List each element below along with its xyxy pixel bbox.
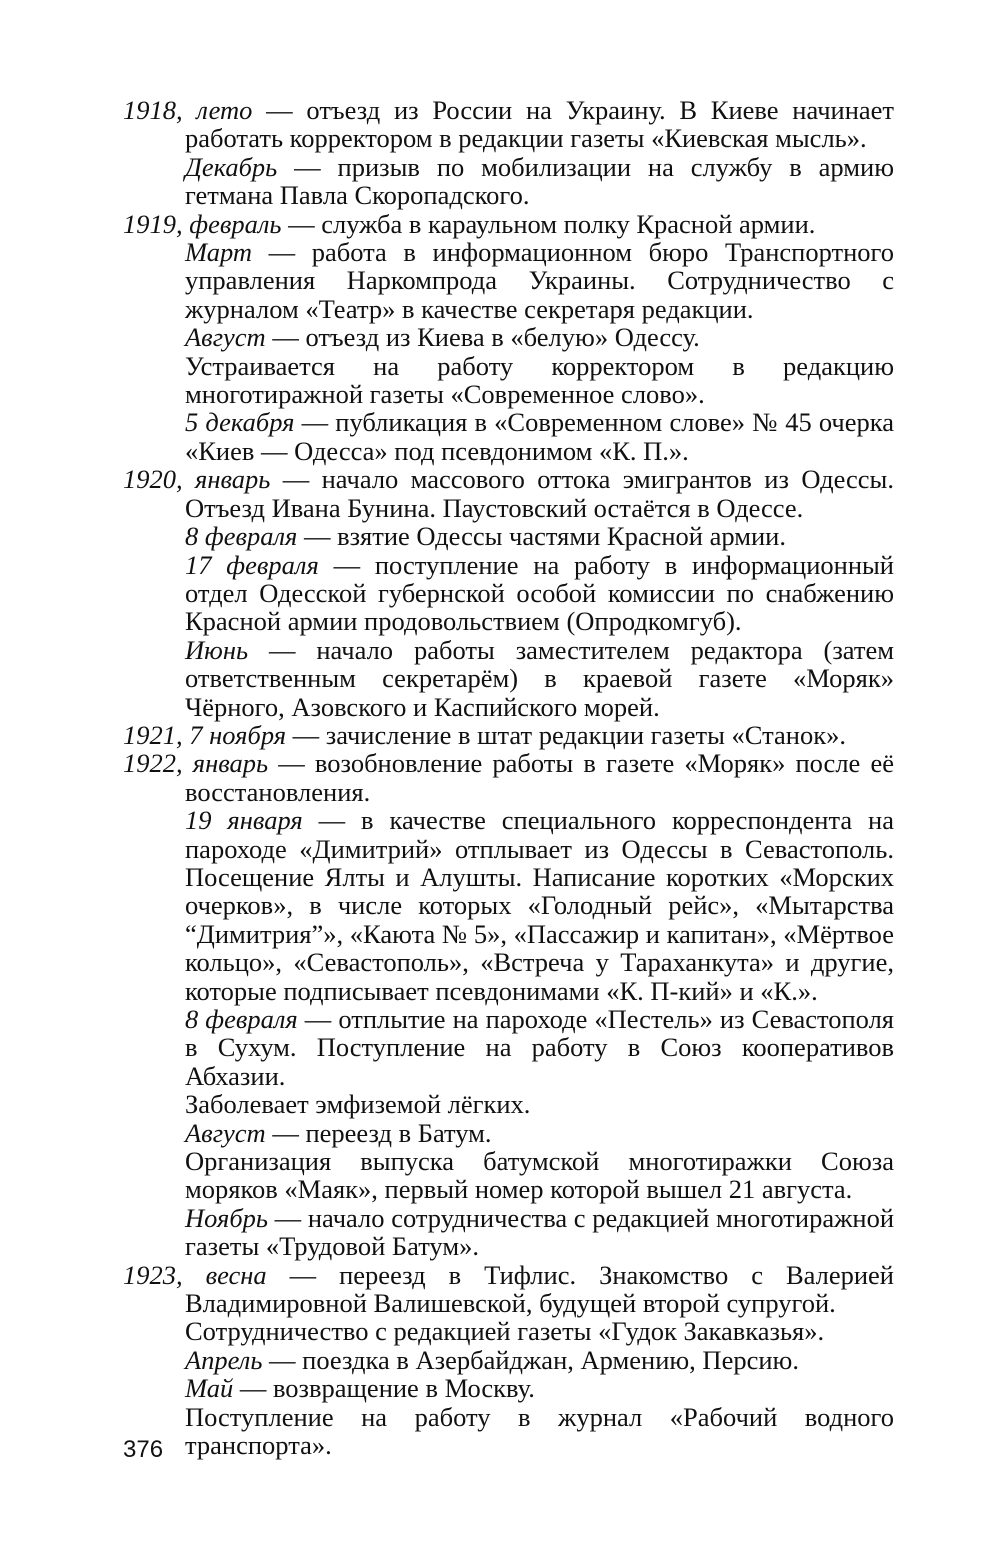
entry xyxy=(185,1119,894,1147)
entry-date: Декабрь xyxy=(185,151,278,182)
entry-text: — работа в информационном бюро Транспортного управления Наркомпрода Украины. Сотрудничество с журналом «Театр» в качестве секретаря редакции. xyxy=(185,237,894,324)
entry xyxy=(123,721,894,749)
entry xyxy=(185,1005,894,1090)
entry-text: — призыв по мобилизации на службу в армию гетмана Павла Скоропадского. xyxy=(185,151,894,211)
entry xyxy=(185,1090,894,1118)
entry xyxy=(185,551,894,636)
page-number: 376 xyxy=(123,1436,164,1463)
entry-text: — начало массового оттока эмигрантов из Одессы. Отъезд Ивана Бунина. Паустовский остаётся в Одессе. xyxy=(185,464,894,523)
entry-date: 1920, январь xyxy=(123,464,271,495)
entry-text: Устраивается на работу корректором в редакцию многотиражной газеты «Современное слово». xyxy=(185,350,894,410)
entry-text: Заболевает эмфиземой лёгких. xyxy=(185,1089,531,1120)
entry xyxy=(185,1374,894,1402)
entry-date: 5 декабря xyxy=(185,407,295,438)
entry xyxy=(123,210,894,238)
entry xyxy=(123,749,894,806)
entry xyxy=(185,1317,894,1345)
entry-date: Август xyxy=(185,1117,266,1148)
entry-text: — отплытие на пароходе «Пестель» из Севастополя в Сухум. Поступление на работу в Союз кооперативов Абхазии. xyxy=(185,1004,895,1091)
entry-date: 1921, 7 ноября xyxy=(123,719,287,750)
entry-date: Апрель xyxy=(185,1344,263,1375)
entry-date: Май xyxy=(185,1373,234,1404)
entry-text: Поступление на работу в журнал «Рабочий водного транспорта». xyxy=(185,1401,894,1461)
entry-date: 1923, весна xyxy=(123,1259,267,1290)
entry-text: — переезд в Тифлис. Знакомство с Валерией Владимировной Валишевской, будущей второй супругой. xyxy=(185,1259,894,1319)
entry-text: — зачисление в штат редакции газеты «Станок». xyxy=(286,719,846,750)
entry xyxy=(123,96,894,153)
entry xyxy=(185,153,894,210)
entry-text: — отъезд из России на Украину. В Киеве начинает работать корректором в редакции газеты «Киевская мысль». xyxy=(185,95,894,154)
entry-date: 8 февраля xyxy=(185,521,298,552)
entry xyxy=(185,1346,894,1374)
chronology-text xyxy=(123,96,894,1460)
entry xyxy=(185,636,894,721)
entry-text: — поступление на работу в информационный отдел Одесской губернской особой комиссии по снабжению Красной армии продовольствием (Опродкомгуб). xyxy=(185,549,894,637)
entry xyxy=(185,1147,894,1204)
entry xyxy=(185,323,894,351)
entry-date: 8 февраля xyxy=(185,1004,298,1034)
entry-text: — служба в караульном полку Красной армии. xyxy=(281,208,816,239)
entry-text: — начало сотрудничества с редакцией многотиражной газеты «Трудовой Батум». xyxy=(185,1202,894,1262)
entry-text: — начало работы заместителем редактора (затем ответственным секретарём) в краевой газете «Моряк» Чёрного, Азовского и Каспийского морей. xyxy=(185,634,894,722)
entry-date: 1919, февраль xyxy=(123,208,282,239)
entry xyxy=(185,352,894,409)
entry-text: — возобновление работы в газете «Моряк» после её восстановления. xyxy=(185,748,894,807)
entry xyxy=(185,522,894,550)
entry-date: 1922, январь xyxy=(123,748,269,779)
entry xyxy=(185,806,894,1005)
entry-text: — отъезд из Киева в «белую» Одессу. xyxy=(265,322,700,353)
entry xyxy=(185,1403,894,1460)
entry-text: Организация выпуска батумской многотиражки Союза моряков «Маяк», первый номер которой вышел 21 августа. xyxy=(185,1146,894,1205)
entry-text: — в качестве специального корреспондента на пароходе «Димитрий» отплывает из Одессы в Севастополь. Посещение Ялты и Алушты. Написание коротких «Морских очерков», в числе которых «Голодный рейс», «Мытарства “Димитрия”», «Каюта № 5», «Пассажир и капитан», «Мёртвое кольцо», «Севастополь», «Встреча у Тараханкута» и другие, которые подписывает псевдонимами «К. П-кий» и «К.». xyxy=(185,805,894,1006)
entry xyxy=(185,1204,894,1261)
entry-date: 1918, лето xyxy=(123,95,253,125)
entry-text: — публикация в «Современном слове» № 45 очерка «Киев — Одесса» под псевдонимом «К. П.». xyxy=(185,407,894,466)
entry-text: — поездка в Азербайджан, Армению, Персию. xyxy=(262,1344,799,1375)
entry xyxy=(123,465,894,522)
entry-date: 17 февраля xyxy=(185,549,319,580)
entry-date: Август xyxy=(185,322,266,353)
entry-text: — взятие Одессы частями Красной армии. xyxy=(297,521,786,552)
entry-text: Сотрудничество с редакцией газеты «Гудок Закавказья». xyxy=(185,1316,825,1347)
entry-date: Ноябрь xyxy=(185,1202,268,1233)
entry-text: — переезд в Батум. xyxy=(265,1117,492,1148)
entry-date: Март xyxy=(185,237,252,268)
entry xyxy=(123,1261,894,1318)
entry xyxy=(185,408,894,465)
entry-date: 19 января xyxy=(185,805,303,836)
entry-text: — возвращение в Москву. xyxy=(233,1373,535,1404)
entry xyxy=(185,238,894,323)
entry-date: Июнь xyxy=(185,634,249,665)
